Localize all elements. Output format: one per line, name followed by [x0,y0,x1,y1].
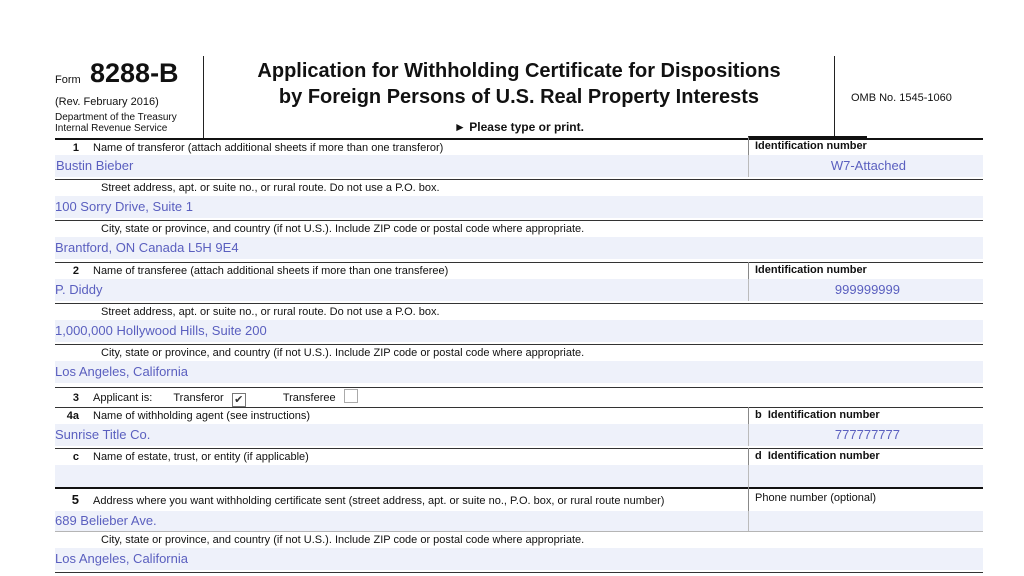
department [55,112,177,134]
entity-id-field[interactable] [748,465,983,487]
transferor-name-label-text: Name of transferor (attach additional sheets if more than one transferor) [93,142,444,154]
entity-row [55,448,983,487]
transferee-city-field[interactable]: Los Angeles, California [55,361,983,383]
entity-id-label [748,448,880,465]
transferor-street-label: Street address, apt. or suite no., or rural route. Do not use a P.O. box. [55,179,983,196]
entity-field[interactable] [55,465,983,487]
transferee-street-field[interactable]: 1,000,000 Hollywood Hills, Suite 200 [55,320,983,342]
agent-id-label-text: Identification number [767,409,880,421]
line-number: 1 [72,142,79,154]
transferor-checkbox[interactable]: ✔ [232,393,246,407]
transferor-name-row [55,138,983,177]
line-letter: b [755,409,762,421]
agent-id-field[interactable]: 777777777 [748,424,983,446]
line-number: 2 [72,265,79,277]
omb-number: OMB No. 1545-1060 [851,92,952,104]
transferor-option-label: Transferor [173,392,224,404]
form-id-block [55,56,204,138]
certificate-address-row [55,487,983,531]
form-header [55,56,983,138]
line-number: 5 [71,492,79,507]
form-number: 8288-B [90,58,179,88]
transferor-name-label [55,138,983,155]
transferor-name-value: Bustin Bieber [56,158,134,173]
agent-id-label [748,407,880,424]
withholding-agent-row [55,407,983,446]
withholding-agent-value: Sunrise Title Co. [55,427,151,442]
form-title-block [205,56,833,138]
bottom-rule [55,572,983,573]
triangle-right-icon: ► [454,120,466,134]
revision-date: (Rev. February 2016) [55,96,159,108]
form-word: Form [55,74,81,86]
transferee-name-label-text: Name of transferee (attach additional sheets if more than one transferee) [93,265,449,277]
transferee-city-row [55,344,983,383]
dept-line-2: Internal Revenue Service [55,123,168,134]
line-number: 4a [66,410,79,422]
transferee-option-label: Transferee [282,392,336,404]
withholding-agent-label-text: Name of withholding agent (see instructions) [93,410,311,422]
transferor-id-field[interactable]: W7-Attached [748,155,983,177]
entity-label-text: Name of estate, trust, or entity (if applicable) [93,451,309,463]
omb-block [834,56,984,138]
transferee-name-value: P. Diddy [55,282,103,297]
entity-id-label-text: Identification number [767,450,880,462]
transferor-id-label: Identification number [748,136,867,155]
form-title-line-2: by Foreign Persons of U.S. Real Property Interests [278,86,760,108]
applicant-row [55,387,983,407]
transferee-id-field[interactable]: 999999999 [748,279,983,301]
transferee-id-label: Identification number [748,262,867,279]
applicant-is [55,387,983,407]
transferee-checkbox[interactable] [344,389,358,403]
phone-label: Phone number (optional) [748,487,876,511]
transferee-street-row [55,303,983,342]
transferor-city-row [55,220,983,259]
transferor-street-field[interactable]: 100 Sorry Drive, Suite 1 [55,196,983,218]
certificate-city-row [55,531,983,570]
withholding-agent-label [55,407,983,424]
transferor-city-label: City, state or province, and country (if not U.S.). Include ZIP code or postal code where appropriate. [55,220,983,237]
applicant-label: Applicant is: [93,392,153,404]
transferee-city-label: City, state or province, and country (if not U.S.). Include ZIP code or postal code where appropriate. [55,344,983,361]
line-letter: c [72,451,79,463]
transferor-name-field[interactable] [55,155,983,177]
certificate-city-label: City, state or province, and country (if not U.S.). Include ZIP code or postal code where appropriate. [55,531,983,548]
phone-field[interactable] [748,511,983,531]
instruction-text: Please type or print. [469,120,584,134]
transferee-name-field[interactable] [55,279,983,301]
entity-label [55,448,983,465]
instruction-line [205,120,833,134]
line-number: 3 [72,392,79,404]
certificate-address-label [55,487,983,511]
form-title-line-1: Application for Withholding Certificate for Dispositions [257,60,781,82]
transferor-street-row [55,179,983,218]
certificate-city-field[interactable]: Los Angeles, California [55,548,983,570]
certificate-address-field[interactable] [55,511,983,531]
line-letter: d [755,450,762,462]
certificate-address-label-text: Address where you want withholding certificate sent (street address, apt. or suite no., P.O. box, or rural route number) [93,495,665,507]
transferee-name-label [55,262,983,279]
dept-line-1: Department of the Treasury [55,112,177,123]
withholding-agent-field[interactable] [55,424,983,446]
transferor-city-field[interactable]: Brantford, ON Canada L5H 9E4 [55,237,983,259]
transferee-street-label: Street address, apt. or suite no., or rural route. Do not use a P.O. box. [55,303,983,320]
transferee-name-row [55,262,983,301]
certificate-address-value: 689 Belieber Ave. [55,513,157,528]
